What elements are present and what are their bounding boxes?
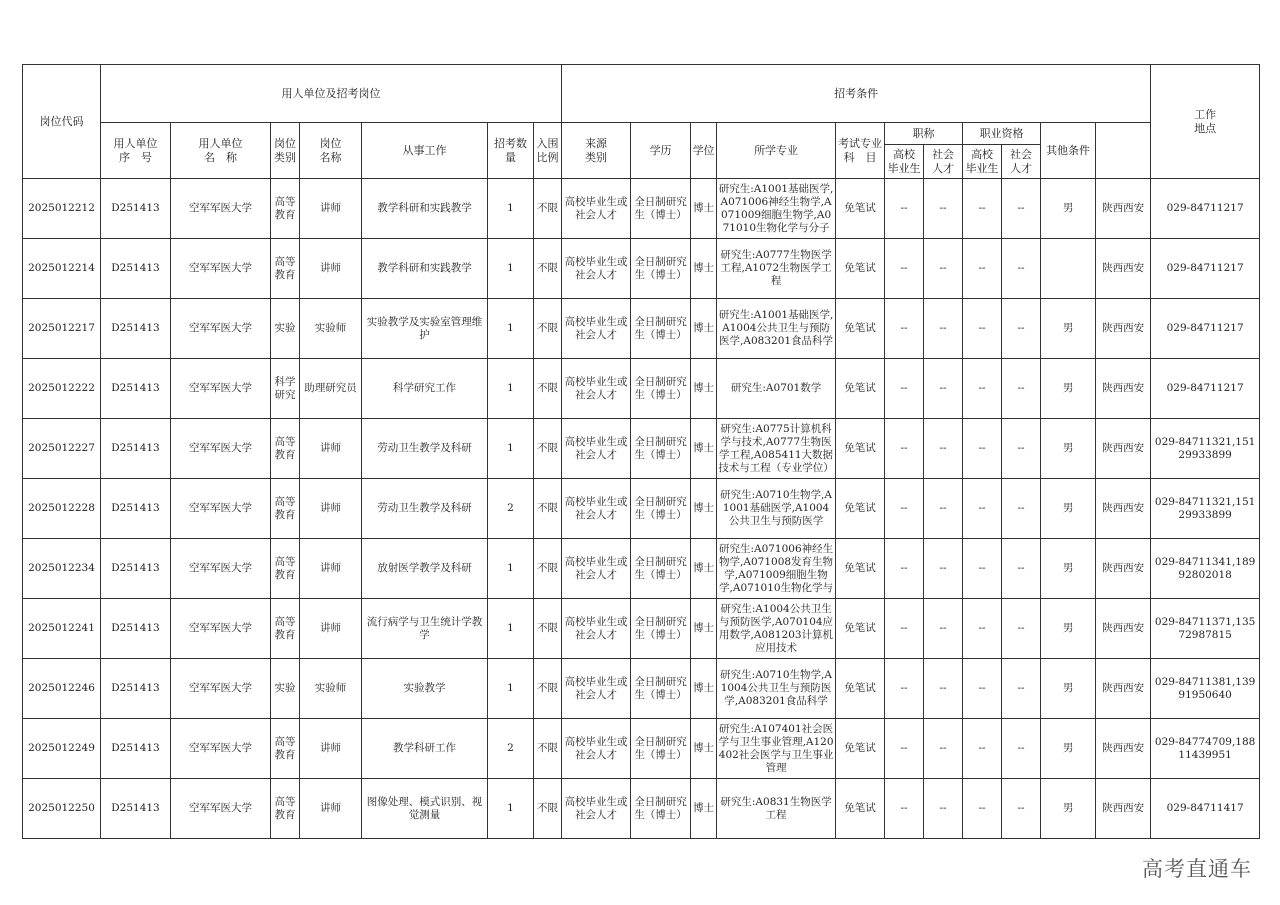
cell-major: 研究生:A0775计算机科学与技术,A0777生物医学工程,A085411大数据技术与工程（专业学位） [717,419,836,479]
cell-major: 研究生:A1001基础医学,A1004公共卫生与预防医学,A083201食品科学 [717,299,836,359]
cell-category: 科学研究 [271,359,300,419]
cell-ratio: 不限 [534,239,562,299]
cell-title-social: -- [924,179,963,239]
cell-category: 高等教育 [271,419,300,479]
cell-location: 陕西西安 [1096,239,1151,299]
cell-title-social: -- [924,779,963,839]
cell-title-social: -- [924,299,963,359]
cell-other: 男 [1041,779,1096,839]
header-post-category: 岗位 类别 [271,123,300,179]
cell-seq: D251413 [101,599,171,659]
cell-title-social: -- [924,539,963,599]
cell-qual-social: -- [1002,419,1041,479]
cell-exam: 免笔试 [836,359,885,419]
cell-count: 1 [488,599,534,659]
table-row [23,419,1260,479]
cell-count: 2 [488,479,534,539]
cell-education: 全日制研究生（博士） [631,659,691,719]
cell-phone: 029-84711217 [1151,359,1260,419]
cell-unit: 空军军医大学 [171,419,271,479]
cell-post: 实验师 [300,659,362,719]
cell-code: 2025012249 [23,719,101,779]
cell-unit: 空军军医大学 [171,539,271,599]
header-group-unit: 用人单位及招考岗位 [101,65,562,123]
cell-code: 2025012227 [23,419,101,479]
header-qual-social-talent: 社会 人才 [1002,145,1041,179]
cell-title-social: -- [924,719,963,779]
header-exam-subject: 考试专业 科 目 [836,123,885,179]
cell-qual-grad: -- [963,599,1002,659]
cell-location: 陕西西安 [1096,779,1151,839]
cell-work: 实验教学 [362,659,488,719]
cell-post: 讲师 [300,179,362,239]
cell-count: 1 [488,299,534,359]
cell-seq: D251413 [101,359,171,419]
cell-education: 全日制研究生（博士） [631,179,691,239]
cell-exam: 免笔试 [836,179,885,239]
cell-location: 陕西西安 [1096,299,1151,359]
cell-title-social: -- [924,599,963,659]
recruitment-table [22,64,1260,839]
cell-qual-social: -- [1002,179,1041,239]
cell-major: 研究生:A0710生物学,A1001基础医学,A1004公共卫生与预防医学 [717,479,836,539]
cell-degree: 博士 [691,659,717,719]
cell-seq: D251413 [101,779,171,839]
cell-category: 高等教育 [271,599,300,659]
cell-title-grad: -- [885,659,924,719]
cell-major: 研究生:A0831生物医学工程 [717,779,836,839]
header-unit-seq: 用人单位 序 号 [101,123,171,179]
cell-degree: 博士 [691,719,717,779]
cell-title-grad: -- [885,779,924,839]
table-row [23,479,1260,539]
cell-work: 教学科研工作 [362,719,488,779]
cell-unit: 空军军医大学 [171,599,271,659]
cell-title-grad: -- [885,719,924,779]
cell-work: 劳动卫生教学及科研 [362,479,488,539]
cell-location: 陕西西安 [1096,599,1151,659]
cell-degree: 博士 [691,539,717,599]
cell-title-grad: -- [885,359,924,419]
cell-source: 高校毕业生或社会人才 [562,539,631,599]
cell-exam: 免笔试 [836,719,885,779]
cell-other: 男 [1041,359,1096,419]
cell-major: 研究生:A1004公共卫生与预防医学,A070104应用数学,A081203计算机应用技术 [717,599,836,659]
cell-code: 2025012228 [23,479,101,539]
cell-major: 研究生:A0777生物医学工程,A1072生物医学工程 [717,239,836,299]
cell-title-grad: -- [885,299,924,359]
header-title-group: 职称 [885,123,963,145]
cell-major: 研究生:A071006神经生物学,A071008发育生物学,A071009细胞生物学,A071010生物化学与 [717,539,836,599]
cell-qual-social: -- [1002,359,1041,419]
cell-source: 高校毕业生或社会人才 [562,659,631,719]
cell-qual-social: -- [1002,599,1041,659]
cell-seq: D251413 [101,479,171,539]
cell-phone: 029-84711217 [1151,299,1260,359]
header-degree: 学位 [691,123,717,179]
cell-education: 全日制研究生（博士） [631,239,691,299]
cell-phone: 029-84774709,18811439951 [1151,719,1260,779]
cell-source: 高校毕业生或社会人才 [562,719,631,779]
cell-post: 讲师 [300,539,362,599]
cell-unit: 空军军医大学 [171,659,271,719]
cell-code: 2025012246 [23,659,101,719]
cell-unit: 空军军医大学 [171,179,271,239]
cell-phone: 029-84711341,18992802018 [1151,539,1260,599]
cell-other: 男 [1041,539,1096,599]
cell-ratio: 不限 [534,599,562,659]
cell-qual-social: -- [1002,239,1041,299]
header-ratio: 入围 比例 [534,123,562,179]
cell-degree: 博士 [691,779,717,839]
cell-unit: 空军军医大学 [171,359,271,419]
cell-work: 实验教学及实验室管理维护 [362,299,488,359]
cell-source: 高校毕业生或社会人才 [562,419,631,479]
cell-qual-social: -- [1002,659,1041,719]
cell-major: 研究生:A1001基础医学,A071006神经生物学,A071009细胞生物学,A071010生物化学与分子 [717,179,836,239]
cell-major: 研究生:A0710生物学,A1004公共卫生与预防医学,A083201食品科学 [717,659,836,719]
cell-education: 全日制研究生（博士） [631,299,691,359]
table-row [23,779,1260,839]
table-row [23,659,1260,719]
cell-qual-grad: -- [963,419,1002,479]
cell-post: 讲师 [300,779,362,839]
cell-phone: 029-84711371,13572987815 [1151,599,1260,659]
cell-qual-grad: -- [963,239,1002,299]
table-row [23,299,1260,359]
cell-degree: 博士 [691,419,717,479]
cell-phone: 029-84711217 [1151,179,1260,239]
table-row [23,359,1260,419]
cell-phone: 029-84711217 [1151,239,1260,299]
cell-education: 全日制研究生（博士） [631,479,691,539]
cell-degree: 博士 [691,599,717,659]
cell-category: 高等教育 [271,539,300,599]
table-row [23,539,1260,599]
header-qual-group: 职业资格 [963,123,1041,145]
cell-ratio: 不限 [534,779,562,839]
cell-location: 陕西西安 [1096,539,1151,599]
cell-exam: 免笔试 [836,299,885,359]
header-group-conditions: 招考条件 [562,65,1151,123]
cell-post: 实验师 [300,299,362,359]
cell-ratio: 不限 [534,179,562,239]
cell-qual-social: -- [1002,299,1041,359]
header-major: 所学专业 [717,123,836,179]
cell-title-grad: -- [885,239,924,299]
cell-source: 高校毕业生或社会人才 [562,599,631,659]
cell-seq: D251413 [101,419,171,479]
cell-work: 教学科研和实践教学 [362,239,488,299]
cell-phone: 029-84711417 [1151,779,1260,839]
cell-title-social: -- [924,659,963,719]
cell-category: 高等教育 [271,239,300,299]
cell-category: 实验 [271,299,300,359]
cell-location: 陕西西安 [1096,479,1151,539]
cell-ratio: 不限 [534,719,562,779]
cell-exam: 免笔试 [836,419,885,479]
cell-ratio: 不限 [534,359,562,419]
cell-title-grad: -- [885,599,924,659]
cell-code: 2025012234 [23,539,101,599]
header-post-code: 岗位代码 [23,65,101,179]
cell-degree: 博士 [691,299,717,359]
header-recruit-count: 招考数量 [488,123,534,179]
table-row [23,599,1260,659]
cell-degree: 博士 [691,479,717,539]
cell-other: 男 [1041,659,1096,719]
cell-location: 陕西西安 [1096,419,1151,479]
cell-code: 2025012241 [23,599,101,659]
cell-exam: 免笔试 [836,659,885,719]
cell-category: 实验 [271,659,300,719]
cell-title-grad: -- [885,539,924,599]
table-row [23,179,1260,239]
cell-education: 全日制研究生（博士） [631,419,691,479]
cell-location: 陕西西安 [1096,359,1151,419]
cell-qual-grad: -- [963,179,1002,239]
cell-category: 高等教育 [271,479,300,539]
cell-count: 1 [488,659,534,719]
cell-other [1041,239,1096,299]
cell-category: 高等教育 [271,179,300,239]
cell-qual-grad: -- [963,719,1002,779]
cell-post: 讲师 [300,239,362,299]
cell-qual-grad: -- [963,479,1002,539]
cell-work: 劳动卫生教学及科研 [362,419,488,479]
cell-qual-grad: -- [963,359,1002,419]
cell-unit: 空军军医大学 [171,299,271,359]
cell-post: 讲师 [300,419,362,479]
cell-code: 2025012250 [23,779,101,839]
cell-source: 高校毕业生或社会人才 [562,239,631,299]
cell-exam: 免笔试 [836,599,885,659]
cell-other: 男 [1041,719,1096,779]
header-other: 其他条件 [1041,123,1096,179]
header-title-social-talent: 社会 人才 [924,145,963,179]
cell-count: 2 [488,719,534,779]
cell-seq: D251413 [101,719,171,779]
cell-unit: 空军军医大学 [171,719,271,779]
cell-seq: D251413 [101,539,171,599]
cell-code: 2025012217 [23,299,101,359]
cell-phone: 029-84711381,13991950640 [1151,659,1260,719]
cell-work: 科学研究工作 [362,359,488,419]
cell-qual-grad: -- [963,299,1002,359]
cell-unit: 空军军医大学 [171,479,271,539]
header-work-location: 工作 地点 [1151,65,1260,179]
cell-seq: D251413 [101,239,171,299]
cell-phone: 029-84711321,15129933899 [1151,419,1260,479]
cell-count: 1 [488,359,534,419]
cell-location: 陕西西安 [1096,179,1151,239]
header-post-name: 岗位 名称 [300,123,362,179]
cell-other: 男 [1041,479,1096,539]
cell-qual-grad: -- [963,659,1002,719]
cell-education: 全日制研究生（博士） [631,359,691,419]
cell-education: 全日制研究生（博士） [631,779,691,839]
cell-qual-grad: -- [963,539,1002,599]
cell-other: 男 [1041,599,1096,659]
cell-source: 高校毕业生或社会人才 [562,479,631,539]
cell-code: 2025012222 [23,359,101,419]
cell-other: 男 [1041,419,1096,479]
header-unit-name: 用人单位 名 称 [171,123,271,179]
cell-code: 2025012214 [23,239,101,299]
cell-other: 男 [1041,179,1096,239]
cell-count: 1 [488,239,534,299]
cell-location: 陕西西安 [1096,659,1151,719]
table-row [23,719,1260,779]
cell-source: 高校毕业生或社会人才 [562,779,631,839]
cell-post: 讲师 [300,599,362,659]
cell-qual-grad: -- [963,779,1002,839]
watermark: 高考直通车 [1142,857,1252,881]
cell-source: 高校毕业生或社会人才 [562,359,631,419]
cell-exam: 免笔试 [836,239,885,299]
cell-source: 高校毕业生或社会人才 [562,299,631,359]
cell-major: 研究生:A0701数学 [717,359,836,419]
cell-seq: D251413 [101,179,171,239]
cell-source: 高校毕业生或社会人才 [562,179,631,239]
cell-exam: 免笔试 [836,479,885,539]
cell-exam: 免笔试 [836,539,885,599]
cell-education: 全日制研究生（博士） [631,599,691,659]
cell-category: 高等教育 [271,779,300,839]
cell-seq: D251413 [101,659,171,719]
cell-ratio: 不限 [534,479,562,539]
cell-title-social: -- [924,239,963,299]
header-education: 学历 [631,123,691,179]
cell-location: 陕西西安 [1096,719,1151,779]
cell-post: 助理研究员 [300,359,362,419]
header-title-college-grad: 高校 毕业生 [885,145,924,179]
cell-title-social: -- [924,479,963,539]
cell-post: 讲师 [300,479,362,539]
cell-code: 2025012212 [23,179,101,239]
cell-degree: 博士 [691,179,717,239]
cell-count: 1 [488,779,534,839]
cell-major: 研究生:A107401社会医学与卫生事业管理,A120402社会医学与卫生事业管理 [717,719,836,779]
header-source: 来源 类别 [562,123,631,179]
cell-post: 讲师 [300,719,362,779]
cell-phone: 029-84711321,15129933899 [1151,479,1260,539]
cell-exam: 免笔试 [836,779,885,839]
cell-count: 1 [488,179,534,239]
cell-qual-social: -- [1002,779,1041,839]
cell-qual-social: -- [1002,479,1041,539]
cell-work: 流行病学与卫生统计学教学 [362,599,488,659]
table-row [23,239,1260,299]
cell-ratio: 不限 [534,299,562,359]
table-body [23,179,1260,839]
cell-title-grad: -- [885,419,924,479]
cell-count: 1 [488,419,534,479]
header-qual-college-grad: 高校 毕业生 [963,145,1002,179]
cell-seq: D251413 [101,299,171,359]
cell-work: 放射医学教学及科研 [362,539,488,599]
cell-education: 全日制研究生（博士） [631,719,691,779]
cell-title-social: -- [924,359,963,419]
cell-degree: 博士 [691,359,717,419]
cell-title-grad: -- [885,479,924,539]
cell-qual-social: -- [1002,539,1041,599]
cell-title-social: -- [924,419,963,479]
cell-other: 男 [1041,299,1096,359]
cell-work: 教学科研和实践教学 [362,179,488,239]
cell-ratio: 不限 [534,659,562,719]
cell-ratio: 不限 [534,419,562,479]
cell-unit: 空军军医大学 [171,779,271,839]
cell-category: 高等教育 [271,719,300,779]
cell-ratio: 不限 [534,539,562,599]
cell-work: 图像处理、模式识别、视觉测量 [362,779,488,839]
cell-degree: 博士 [691,239,717,299]
cell-count: 1 [488,539,534,599]
cell-education: 全日制研究生（博士） [631,539,691,599]
cell-unit: 空军军医大学 [171,239,271,299]
cell-qual-social: -- [1002,719,1041,779]
header-work-content: 从事工作 [362,123,488,179]
cell-title-grad: -- [885,179,924,239]
